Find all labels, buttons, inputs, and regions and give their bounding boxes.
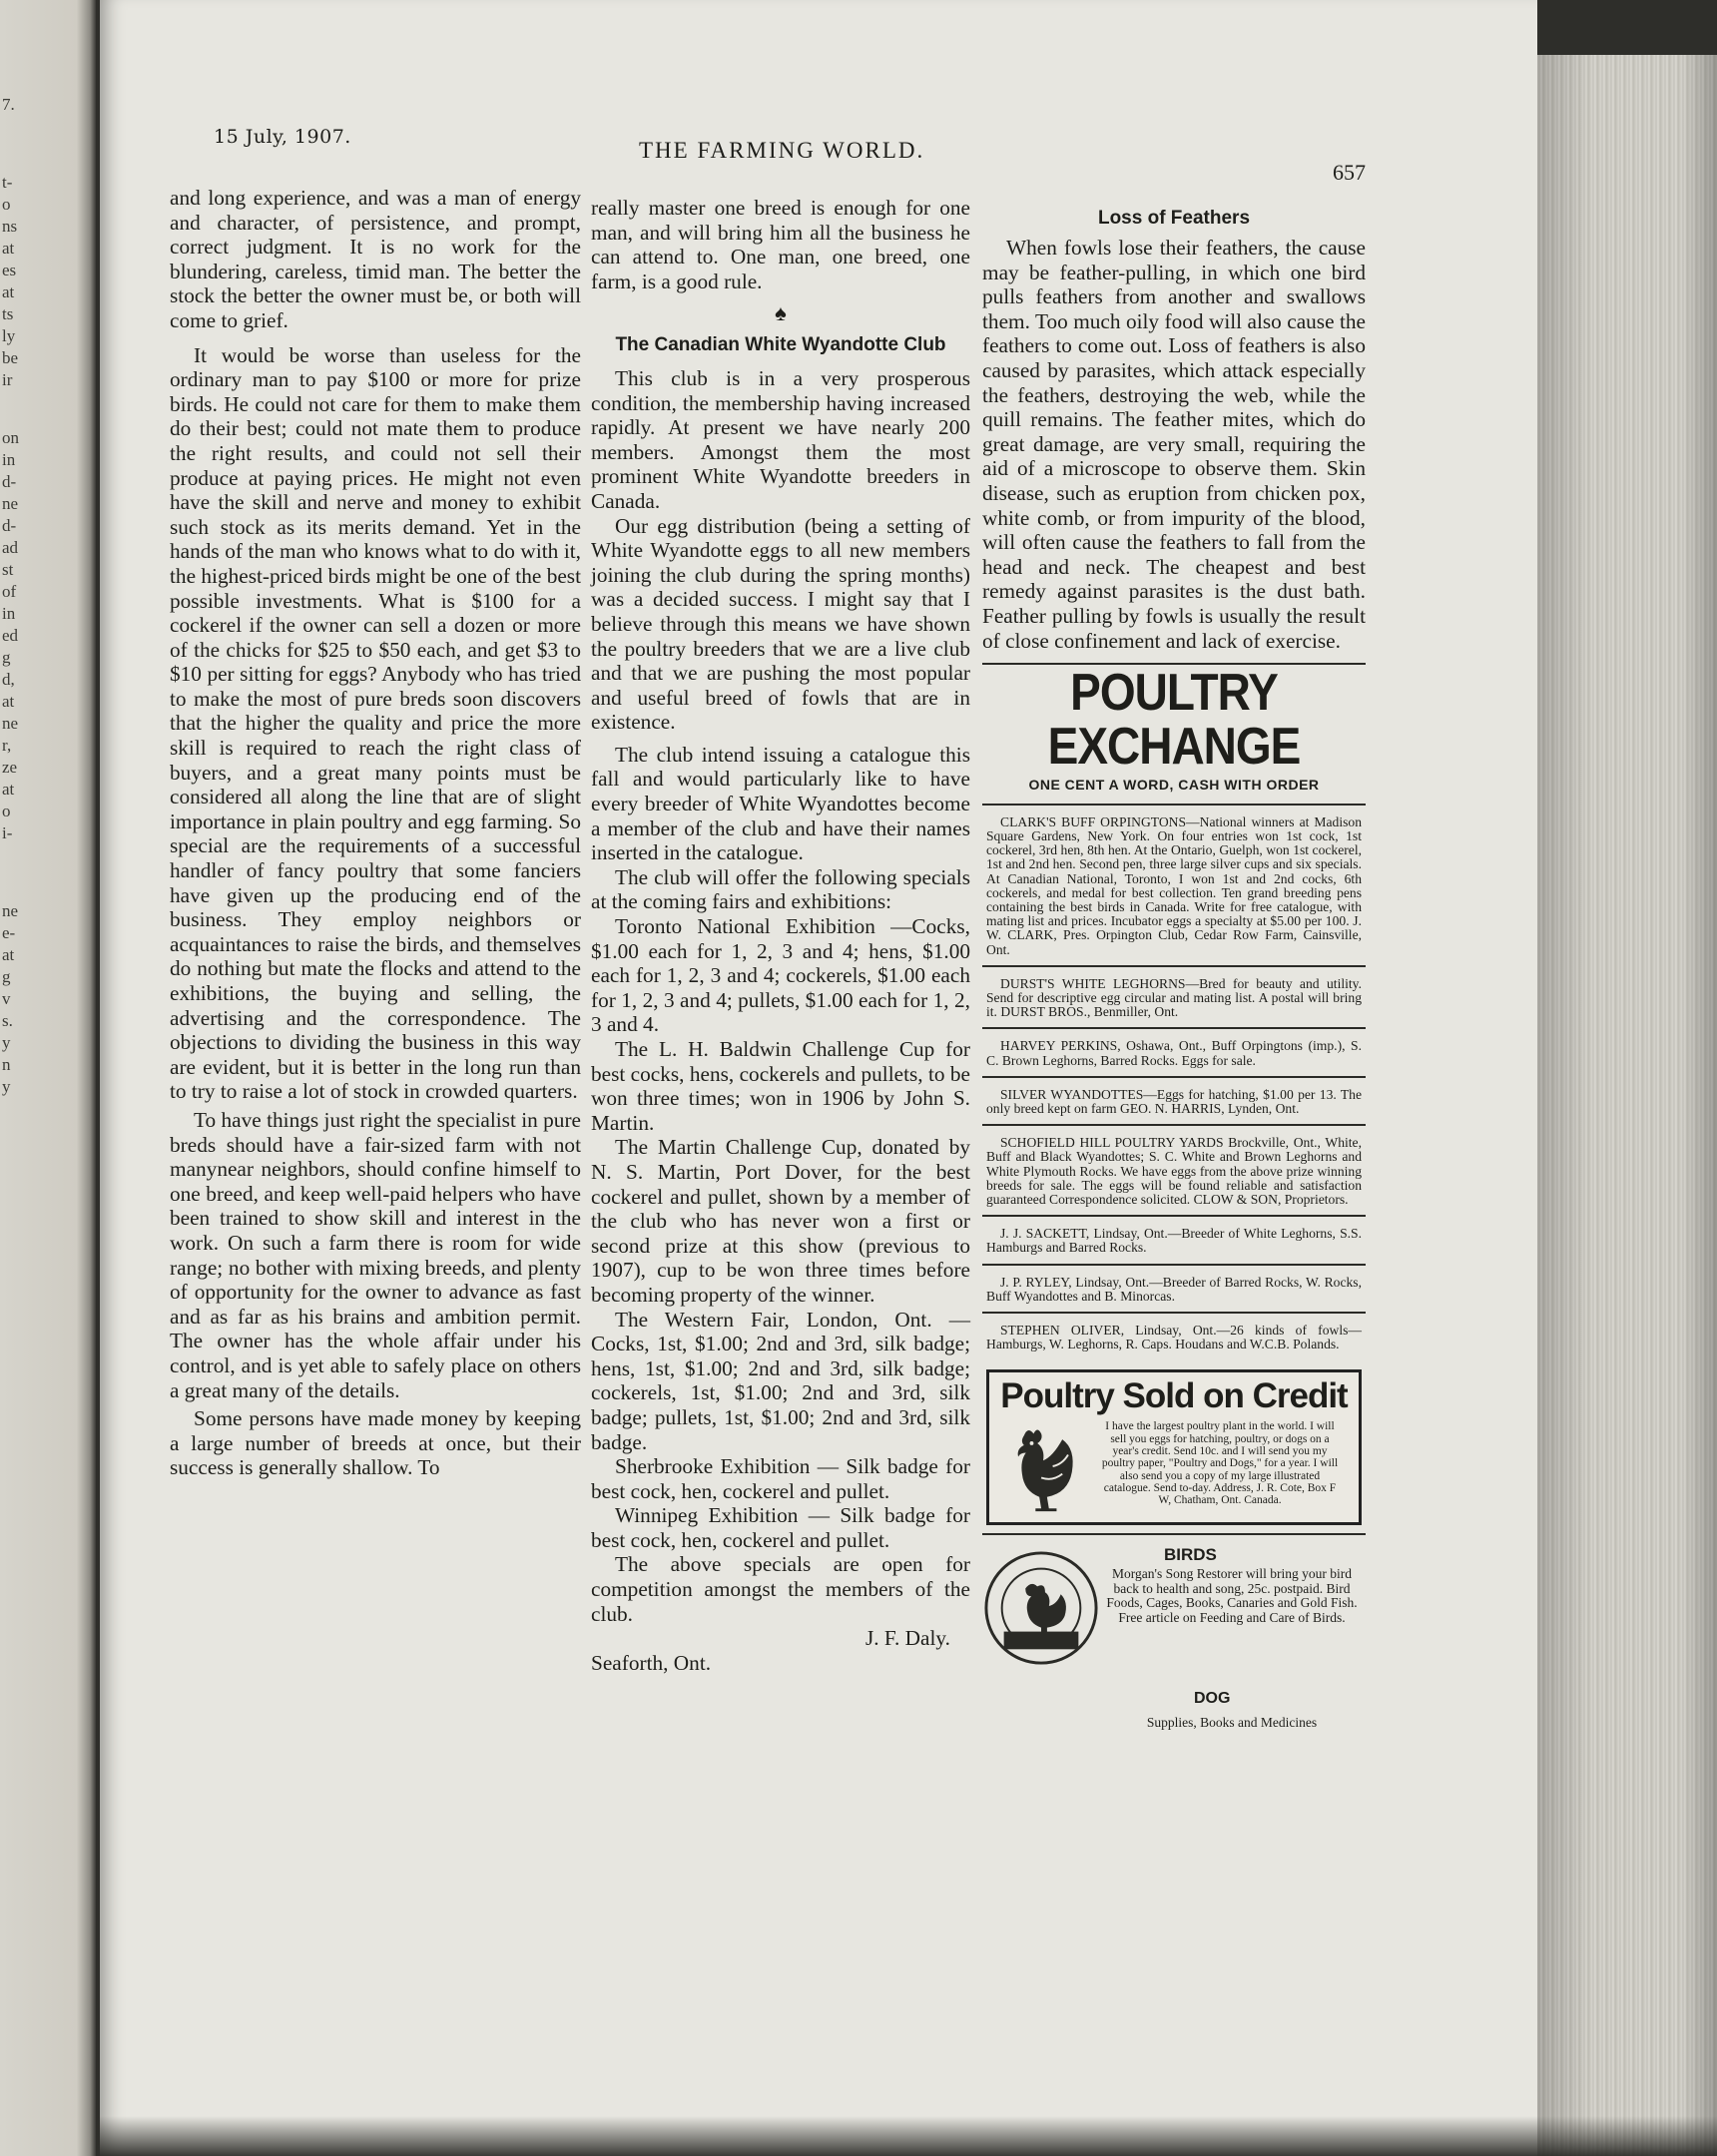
col2-intro: really master one breed is enough for one man, and will bring him all the business he can attend to. One man, one breed, one farm, is a good rule. bbox=[591, 196, 970, 293]
adjacent-page-fragment bbox=[0, 0, 96, 2156]
incubator-seal-icon bbox=[982, 1547, 1100, 1669]
signature-place: Seaforth, Ont. bbox=[591, 1650, 712, 1675]
classified-ad bbox=[982, 1076, 1366, 1124]
facing-page-fragment: g bbox=[2, 648, 11, 667]
poultry-credit-advertisement bbox=[986, 1369, 1362, 1525]
facing-page-fragment: ed bbox=[2, 626, 19, 645]
col2-paragraph: The club will offer the following specials at the coming fairs and exhibitions: bbox=[591, 864, 970, 914]
col1-paragraph: To have things just right the specialist in pure breds should have a fair-sized farm with not manynear neighbors, should confine himself to one breed, and keep well-paid helpers who have been trained to show skill and interest in the work. On such a farm there is room for wide range; no bother with mixing breeds, and plenty of opportunity for the owner to advance as fast and as far as his brains and ambition permit. The owner has the whole affair under his control, and is yet able to safely place on others a great many of the details. bbox=[170, 1107, 581, 1402]
facing-page-fragment: y bbox=[2, 1033, 11, 1052]
facing-page-fragment: o bbox=[2, 195, 11, 214]
facing-page-fragment: i- bbox=[2, 823, 13, 842]
signature: J. F. Daly. bbox=[864, 1626, 950, 1651]
facing-page-fragment: ns bbox=[2, 217, 18, 236]
birds-heading: BIRDS bbox=[1164, 1545, 1217, 1565]
facing-page-fragment: ir bbox=[2, 370, 13, 389]
facing-page-fragment: ts bbox=[2, 304, 14, 323]
facing-page-fragment: t- bbox=[2, 173, 13, 192]
facing-page-fragment: at bbox=[2, 239, 15, 258]
classified-ad bbox=[982, 965, 1366, 1028]
column-3 bbox=[982, 208, 1366, 1731]
col2-paragraph: The above specials are open for competition amongst the members of the club. bbox=[591, 1552, 970, 1626]
rooster-icon bbox=[995, 1418, 1091, 1514]
ad-text: SILVER WYANDOTTES—Eggs for hatching, $1.00 per 13. The only breed kept on farm GEO. N. HARRIS, Lynden, Ont. bbox=[986, 1086, 1362, 1116]
page-number: 657 bbox=[1333, 160, 1366, 185]
issue-date: 15 July, 1907. bbox=[214, 126, 351, 148]
facing-page-fragment: y bbox=[2, 1077, 11, 1096]
credit-ad-text: I have the largest poultry plant in the world. I will sell you eggs for hatching, poultry, or dogs on a year's credit. Send 10c. and I will send you my poultry paper, "Poultry and Dogs," for a year. I will also send you a copy of my large illustrated catalogue. Send to-day. Address, J. R. Cote, Box F W, Chatham, Ont. Canada. bbox=[1101, 1420, 1339, 1507]
col2-paragraph: The Western Fair, London, Ont. —Cocks, 1st, $1.00; 2nd and 3rd, silk badge; hens, 1st, $1.00; 2nd and 3rd, silk badge; cockerels, 1st, $1.00; 2nd and 3rd, silk badge; pullets, 1st, $1.00; 2nd and 3rd, silk badge. bbox=[591, 1307, 970, 1454]
classified-ad bbox=[982, 1124, 1366, 1215]
poultry-exchange-title: POULTRY EXCHANGE bbox=[1047, 663, 1301, 776]
facing-page-fragment: ad bbox=[2, 538, 19, 557]
col2-paragraph: The L. H. Baldwin Challenge Cup for best cocks, hens, cockerels and pullets, to be won three times; won in 1906 by John S. Martin. bbox=[591, 1037, 970, 1135]
classified-ad bbox=[982, 1264, 1366, 1312]
poultry-exchange-subtitle: ONE CENT A WORD, CASH WITH ORDER bbox=[1028, 777, 1320, 794]
facing-page-fragment: d- bbox=[2, 516, 17, 535]
wyandotte-club-heading: The Canadian White Wyandotte Club bbox=[615, 333, 946, 355]
facing-page-fragment: at bbox=[2, 282, 15, 301]
dog-heading: DOG bbox=[1194, 1690, 1231, 1708]
facing-page-fragment: of bbox=[2, 582, 17, 601]
facing-page-fragment: ze bbox=[2, 758, 18, 777]
column-2 bbox=[591, 196, 970, 1675]
col2-paragraph: Winnipeg Exhibition — Silk badge for best cock, hen, cockerel and pullet. bbox=[591, 1503, 970, 1552]
ad-text: HARVEY PERKINS, Oshawa, Ont., Buff Orpingtons (imp.), S. C. Brown Leghorns, Barred Rocks. Eggs for sale. bbox=[986, 1038, 1362, 1068]
publication-title: THE FARMING WORLD. bbox=[639, 138, 925, 163]
facing-page-fragment: 7. bbox=[2, 95, 15, 114]
facing-page-fragment: in bbox=[2, 450, 16, 469]
col1-paragraph: Some persons have made money by keeping a large number of breeds at once, but their success is generally shallow. To bbox=[170, 1406, 581, 1480]
facing-page-fragment: d, bbox=[2, 670, 15, 689]
facing-page-fragment: o bbox=[2, 802, 11, 820]
book-page-edges bbox=[1537, 55, 1717, 2156]
dog-text: Supplies, Books and Medicines bbox=[1146, 1715, 1318, 1731]
facing-page-fragment: g bbox=[2, 967, 11, 986]
facing-page-fragment: ne bbox=[2, 714, 19, 733]
col2-paragraph: The club intend issuing a catalogue this fall and would particularly like to have every breeder of White Wyandottes become a member of the club and have their names inserted in the catalogue. bbox=[591, 742, 970, 865]
col2-paragraph: This club is in a very prosperous condition, the membership having increased rapidly. At present we have nearly 200 members. Amongst them the most prominent White Wyandotte breeders in Canada. bbox=[591, 365, 970, 513]
facing-page-fragment: in bbox=[2, 604, 16, 623]
facing-page-fragment: s. bbox=[2, 1011, 13, 1030]
loss-of-feathers-heading: Loss of Feathers bbox=[1097, 208, 1251, 229]
facing-page-fragment: be bbox=[2, 348, 19, 367]
ad-text: J. P. RYLEY, Lindsay, Ont.—Breeder of Barred Rocks, W. Rocks, Buff Wyandottes and B. Minorcas. bbox=[986, 1274, 1362, 1304]
column-1 bbox=[170, 186, 581, 1480]
col2-paragraph: Toronto National Exhibition —Cocks, $1.00 each for 1, 2, 3 and 4; hens, $1.00 each for 1, 2, 3 and 4; cockerels, $1.00 each for 1, 2, 3 and 4; pullets, $1.00 each for 1, 2, 3 and 4. bbox=[591, 914, 970, 1037]
ad-text: J. J. SACKETT, Lindsay, Ont.—Breeder of White Leghorns, S.S. Hamburgs and Barred Rocks. bbox=[986, 1226, 1362, 1256]
facing-page-fragment: r, bbox=[2, 736, 12, 755]
facing-page-fragment: ne bbox=[2, 901, 19, 920]
ad-text: SCHOFIELD HILL POULTRY YARDS Brockville, Ont., White, Buff and Black Wyandottes; S. C. White and Brown Leghorns and White Plymouth Rocks. We have eggs from the above prize winning breeds for sale. The eggs will be found reliable and satisfaction guaranteed Correspondence solicited. CLOW & SON, Proprietors. bbox=[986, 1135, 1362, 1207]
facing-page-fragment: ne bbox=[2, 494, 19, 513]
facing-page-fragment: at bbox=[2, 692, 15, 711]
facing-page-fragment: es bbox=[2, 261, 17, 279]
facing-page-fragment: at bbox=[2, 945, 15, 964]
facing-page-fragment: d- bbox=[2, 472, 17, 491]
col2-paragraph: Sherbrooke Exhibition — Silk badge for best cock, hen, cockerel and pullet. bbox=[591, 1454, 970, 1503]
col1-paragraph: and long experience, and was a man of energy and character, of persistence, and prompt, correct judgment. It is no work for the blundering, careless, timid man. The better the stock the better the owner must be, or both will come to grief. bbox=[170, 186, 581, 332]
birds-advertisement bbox=[982, 1533, 1366, 1731]
col2-paragraph: Our egg distribution (being a setting of White Wyandotte eggs to all new members joining the club during the spring months) was a decided success. I might say that I believe through this means we have shown the poultry breeders that we are a live club and that we are pushing the most popular and useful breed of fowls that are in existence. bbox=[591, 513, 970, 735]
scan-bottom-shadow bbox=[100, 2116, 1717, 2156]
credit-ad-title: Poultry Sold on Credit bbox=[1000, 1376, 1348, 1416]
ad-text: CLARK'S BUFF ORPINGTONS—National winners at Madison Square Gardens, New York. On four entries won 1st cock, 1st cockerel, 3rd hen, 8th hen. At the Ontario, Guelph, won 1st cockerel, 1st and 2nd hen. Second pen, three large silver cups and six specials. At Canadian National, Toronto, I won 1st and 2nd cocks, 6th cockerels, and medal for best collection. Ten grand breeding pens containing the best birds in Canada. Write for free catalogue, with mating list and prices. Incubator eggs a specialty at $5.00 per 100. J. W. CLARK, Pres. Orpington Club, Cedar Row Farm, Cainsville, Ont. bbox=[986, 813, 1362, 957]
facing-page-fragment: at bbox=[2, 780, 15, 799]
facing-page-fragment: e- bbox=[2, 923, 16, 942]
facing-page-fragment: n bbox=[2, 1055, 11, 1074]
facing-page-fragment: on bbox=[2, 428, 19, 447]
col3-paragraph: When fowls lose their feathers, the cause may be feather-pulling, in which one bird pulls feathers from another and swallows them. Too much oily food will also cause the feathers to come out. Loss of feathers is also caused by parasites, which attack especially the feathers, destroying the web, while the quill remains. The feather mites, which do great damage, are very small, requiring the aid of a microscope to observe them. Skin disease, such as eruption from chicken pox, white comb, or from impurity of the blood, will often cause the feathers to fall from the head and neck. The cheapest and best remedy against parasites is the dust bath. Feather pulling by fowls is usually the result of close confinement and lack of exercise. bbox=[982, 236, 1366, 653]
classified-ad bbox=[982, 1312, 1366, 1359]
col1-paragraph: It would be worse than useless for the ordinary man to pay $100 or more for prize birds. He could not care for them to make them do their best; could not mate them to produce the right results, and could not sell their produce at paying prices. He might not even have the skill and nerve and money to exhibit such stock as its merits demand. Yet in the hands of the man who knows what to do with it, the highest-priced birds might be one of the best possible investments. What is $100 for a cockerel if the owner can sell a dozen or more of the chicks for $25 to $50 each, and get $3 to $10 per sitting for eggs? Anybody who has tried to make the most of pure breds soon discovers that the higher the quality and price the more skill is required to reach the right class of buyers, and a great many points must be considered all along the line that are of slight importance in plain poultry and egg farming. So special are the requirements of a successful handler of fancy poultry that some fanciers have given up the producing end of the business. They employ neighbors or acquaintances to raise the birds, and themselves do nothing but mate the flocks and attend to the exhibitions, the buying and selling, the advertising and the correspondence. The objections to dividing the business in this way are evident, but it is better in the long run than to try to raise a lot of stock in crowded quarters. bbox=[170, 342, 581, 1104]
spade-ornament-icon: ♠ bbox=[775, 300, 787, 326]
birds-text: Morgan's Song Restorer will bring your bird back to health and song, 25c. postpaid. Bird Foods, Cages, Books, Canaries and Gold Fish. Free article on Feeding and Care of Birds. bbox=[1106, 1566, 1358, 1625]
facing-page-fragment: ly bbox=[2, 326, 16, 345]
col2-paragraph: The Martin Challenge Cup, donated by N. S. Martin, Port Dover, for the best cockerel and pullet, shown by a member of the club who has never won a first or second prize at this show (previous to 1907), cup to be won three times before becoming property of the winner. bbox=[591, 1135, 970, 1307]
facing-page-fragment: v bbox=[2, 989, 11, 1008]
ad-text: STEPHEN OLIVER, Lindsay, Ont.—26 kinds of fowls—Hamburgs, W. Leghorns, R. Caps. Houdans and W.C.B. Polands. bbox=[986, 1322, 1362, 1352]
ad-text: DURST'S WHITE LEGHORNS—Bred for beauty and utility. Send for descriptive egg circular and mating list. A postal will bring it. DURST BROS., Benmiller, Ont. bbox=[986, 975, 1362, 1020]
classified-ad bbox=[982, 1027, 1366, 1075]
facing-page-fragment: st bbox=[2, 560, 14, 579]
classified-ad bbox=[982, 804, 1366, 965]
classified-ad bbox=[982, 1215, 1366, 1263]
